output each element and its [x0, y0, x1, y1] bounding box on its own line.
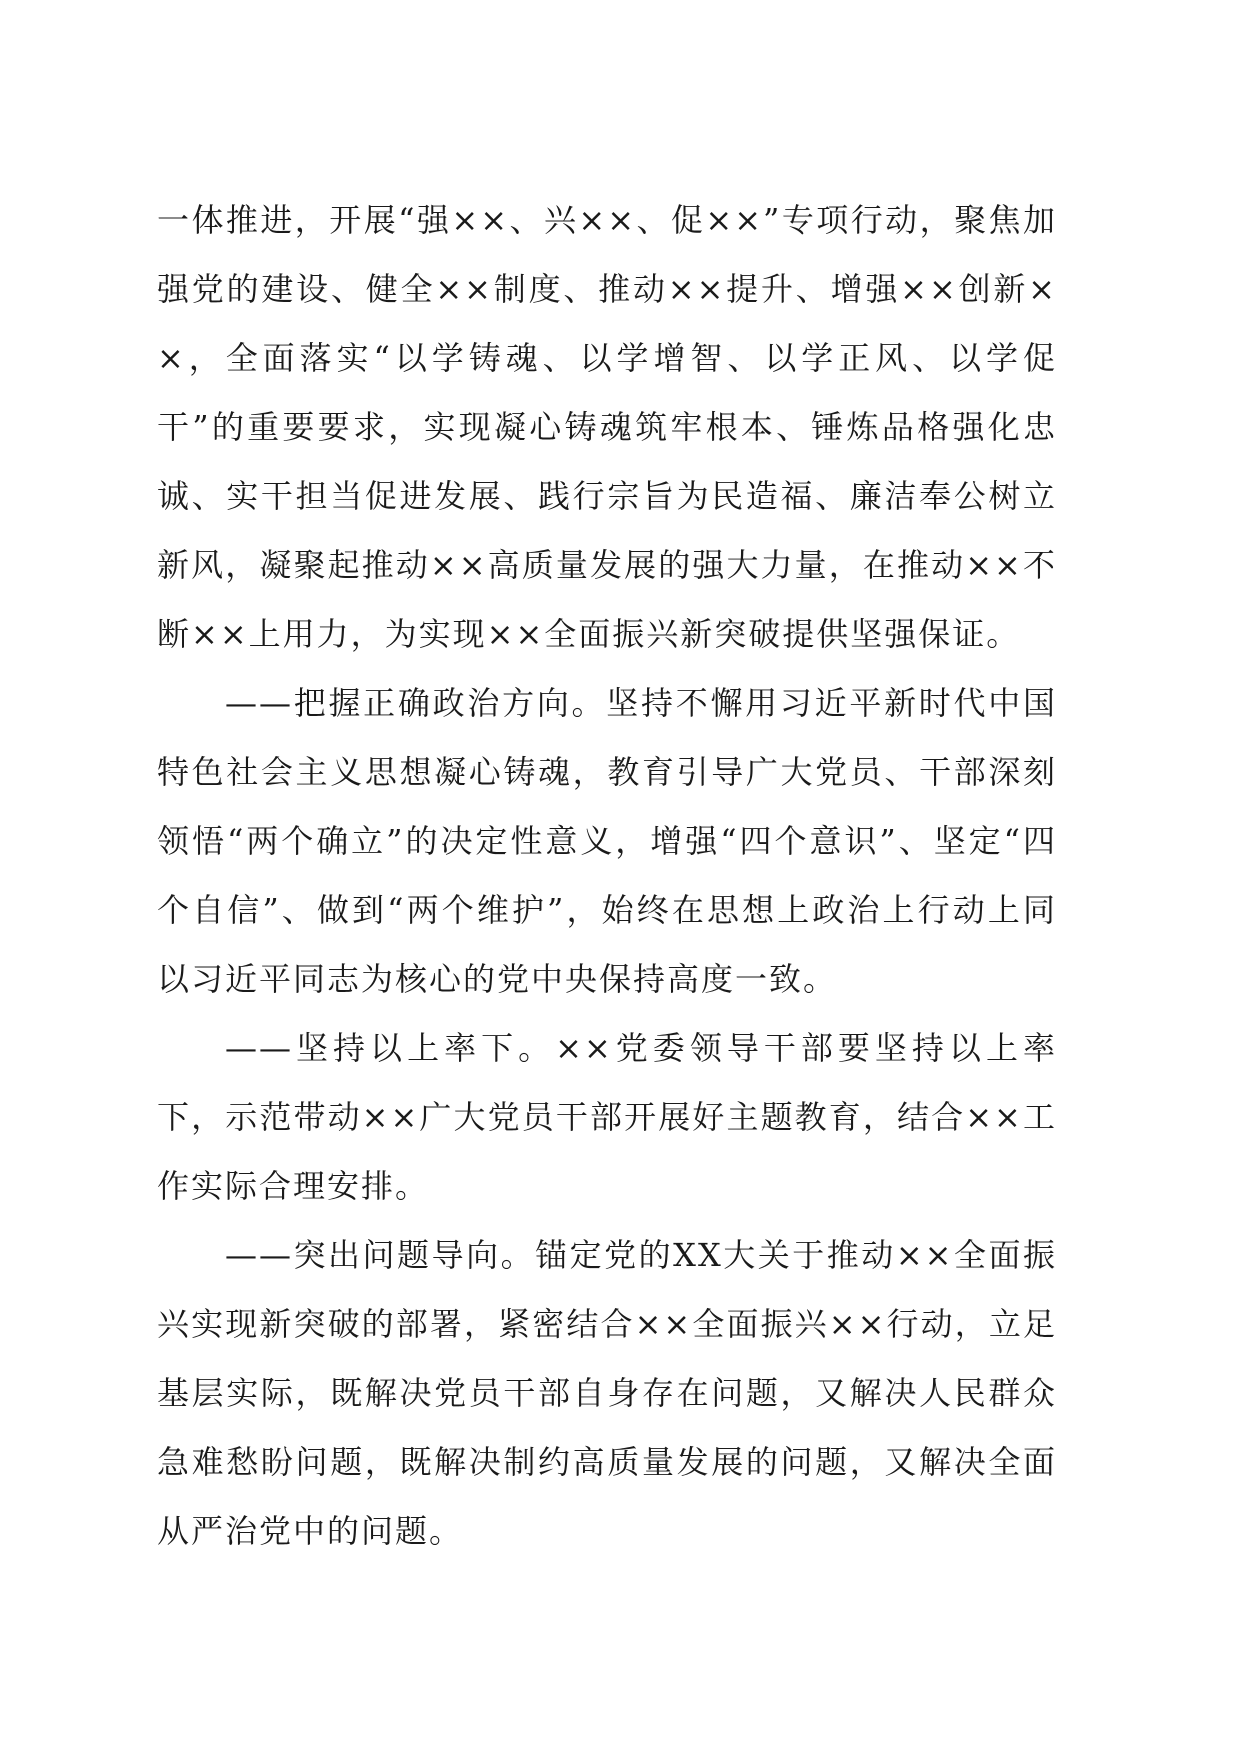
paragraph-continuation: 一体推进，开展“强××、兴××、促××”专项行动，聚焦加强党的建设、健全××制度、推动××提升、增强××创新××，全面落实“以学铸魂、以学增智、以学正风、以学促干”的重要要求，实现凝心铸魂筑牢根本、锤炼品格强化忠诚、实干担当促进发展、践行宗旨为民造福、廉洁奉公树立新风，凝聚起推动××高质量发展的强大力量，在推动××不断××上用力，为实现××全面振兴新突破提供坚强保证。 [157, 201, 1057, 653]
paragraph-political-direction: ——把握正确政治方向。坚持不懈用习近平新时代中国特色社会主义思想凝心铸魂，教育引导广大党员、干部深刻领悟“两个确立”的决定性意义，增强“四个意识”、坚定“四个自信”、做到“两个维护”，始终在思想上政治上行动上同以习近平同志为核心的党中央保持高度一致。 [157, 684, 1057, 998]
document-body [157, 186, 1057, 1566]
paragraph-lead-by-example: ——坚持以上率下。××党委领导干部要坚持以上率下，示范带动××广大党员干部开展好主题教育，结合××工作实际合理安排。 [157, 1029, 1057, 1205]
paragraph-problem-oriented: ——突出问题导向。锚定党的XX大关于推动××全面振兴实现新突破的部署，紧密结合××全面振兴××行动，立足基层实际，既解决党员干部自身存在问题，又解决人民群众急难愁盼问题，既解决制约高质量发展的问题，又解决全面从严治党中的问题。 [157, 1236, 1057, 1550]
